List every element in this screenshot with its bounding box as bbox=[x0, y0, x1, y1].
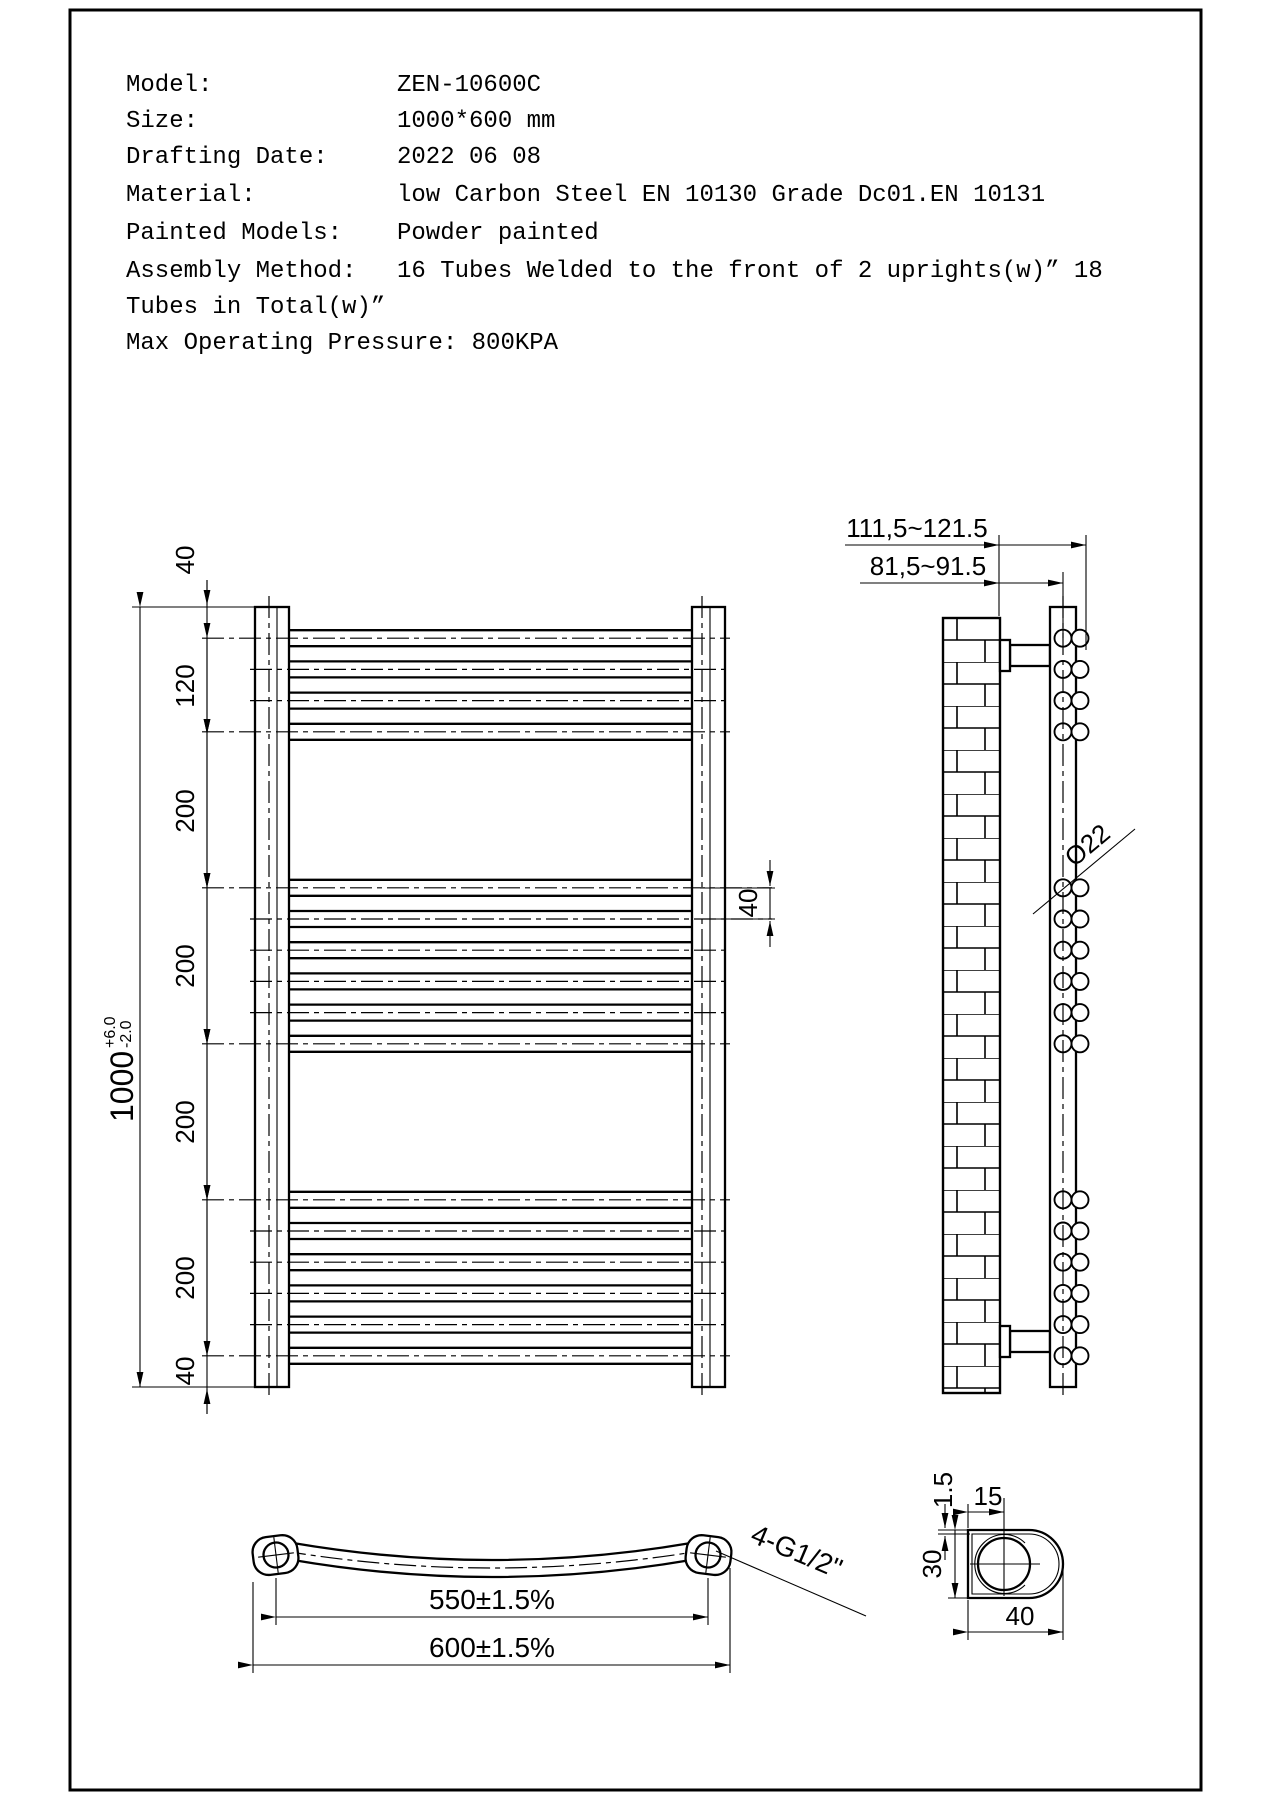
overall-width-value: 600±1.5% bbox=[429, 1632, 555, 1663]
upright-section-detail bbox=[917, 1472, 1063, 1640]
spec-value-assembly: 16 Tubes Welded to the front of 2 uprights(w)” 18 bbox=[397, 258, 1103, 285]
chain-dim-120: 120 bbox=[170, 664, 200, 708]
chain-dim-200-2: 200 bbox=[170, 944, 200, 988]
spec-value-material: low Carbon Steel EN 10130 Grade Dc01.EN 10131 bbox=[397, 182, 1046, 209]
depth-dimension bbox=[917, 1530, 970, 1598]
tube-bulge-circle bbox=[1072, 1035, 1089, 1052]
thread-label: 4-G1/2" bbox=[746, 1518, 847, 1585]
spec-label-size: Size: bbox=[126, 108, 199, 135]
thread-callout bbox=[716, 1518, 866, 1616]
chain-dim-40-bottom: 40 bbox=[170, 1356, 200, 1386]
front-view bbox=[102, 546, 775, 1414]
side-view bbox=[845, 513, 1135, 1398]
tube-bulge-circle bbox=[1072, 879, 1089, 896]
wall-offset-outer-value: 111,5~121.5 bbox=[846, 513, 988, 543]
wall-section bbox=[943, 618, 1000, 1393]
tube-bulge-circle bbox=[1072, 1285, 1089, 1302]
left-end-fitting bbox=[251, 1533, 300, 1576]
plan-view bbox=[251, 1518, 866, 1673]
wall-thickness-dimension bbox=[928, 1472, 970, 1560]
spec-label-model: Model: bbox=[126, 72, 213, 99]
fitting-centers-value: 550±1.5% bbox=[429, 1584, 555, 1615]
hole-offset-value: 15 bbox=[973, 1481, 1003, 1511]
tube-bulge-circle bbox=[1072, 1004, 1089, 1021]
fitting-centers-dimension bbox=[276, 1578, 708, 1625]
chain-dim-40-top: 40 bbox=[170, 545, 200, 575]
chain-dim-200-1: 200 bbox=[170, 789, 200, 833]
spec-label-material: Material: bbox=[126, 182, 256, 209]
tube-bulge-circle bbox=[1072, 1316, 1089, 1333]
spec-label-assembly: Assembly Method: bbox=[126, 258, 357, 285]
chain-dim-200-3: 200 bbox=[170, 1100, 200, 1144]
tube-bulge-circle bbox=[1072, 1223, 1089, 1240]
overall-height-tol-minus: -2.0 bbox=[118, 1020, 135, 1048]
width-value: 40 bbox=[1005, 1601, 1035, 1631]
tube-diameter-value: Ø22 bbox=[1058, 817, 1116, 873]
spec-label-painted: Painted Models: bbox=[126, 220, 343, 247]
hole-offset-dimension bbox=[968, 1481, 1004, 1528]
spec-label-date: Drafting Date: bbox=[126, 144, 328, 171]
overall-height-tol-plus: +6.0 bbox=[102, 1016, 119, 1048]
tube-bulge-circle bbox=[1072, 1347, 1089, 1364]
spec-value-painted: Powder painted bbox=[397, 220, 599, 247]
tube-bulge-circle bbox=[1072, 1254, 1089, 1271]
tube-diameter-callout bbox=[1033, 818, 1135, 914]
curved-tube-top-edge bbox=[293, 1543, 691, 1560]
bottom-bracket bbox=[1000, 1326, 1050, 1357]
tube-bulge-circle bbox=[1072, 723, 1089, 740]
tube-bulge-circle bbox=[1072, 692, 1089, 709]
spec-pressure: Max Operating Pressure: 800KPA bbox=[126, 330, 559, 357]
tube-bulge-circle bbox=[1072, 911, 1089, 928]
tube-bulge-circle bbox=[1072, 973, 1089, 990]
left-upright bbox=[255, 607, 289, 1387]
chain-dim-200-4: 200 bbox=[170, 1256, 200, 1300]
overall-height-value: 1000 bbox=[104, 1050, 140, 1122]
curved-tube-bottom-edge bbox=[293, 1560, 691, 1577]
tube-pitch-value: 40 bbox=[733, 888, 763, 918]
top-bracket bbox=[1000, 640, 1050, 671]
spec-value-model: ZEN-10600C bbox=[397, 72, 542, 99]
spec-value-size: 1000*600 mm bbox=[397, 108, 556, 135]
chain-dimension bbox=[170, 546, 207, 1414]
depth-value: 30 bbox=[917, 1549, 947, 1579]
spec-value-date: 2022 06 08 bbox=[397, 144, 542, 171]
right-upright bbox=[692, 607, 725, 1387]
tube-bulge-circle bbox=[1072, 1191, 1089, 1208]
wall-offset-inner-value: 81,5~91.5 bbox=[869, 551, 987, 581]
tube-bulge-circle bbox=[1072, 942, 1089, 959]
wall-thickness-value: 1.5 bbox=[928, 1471, 958, 1509]
spec-header bbox=[126, 72, 1103, 357]
spec-assembly-wrap: Tubes in Total(w)” bbox=[126, 294, 386, 321]
tube-bulge-circle bbox=[1072, 661, 1089, 678]
